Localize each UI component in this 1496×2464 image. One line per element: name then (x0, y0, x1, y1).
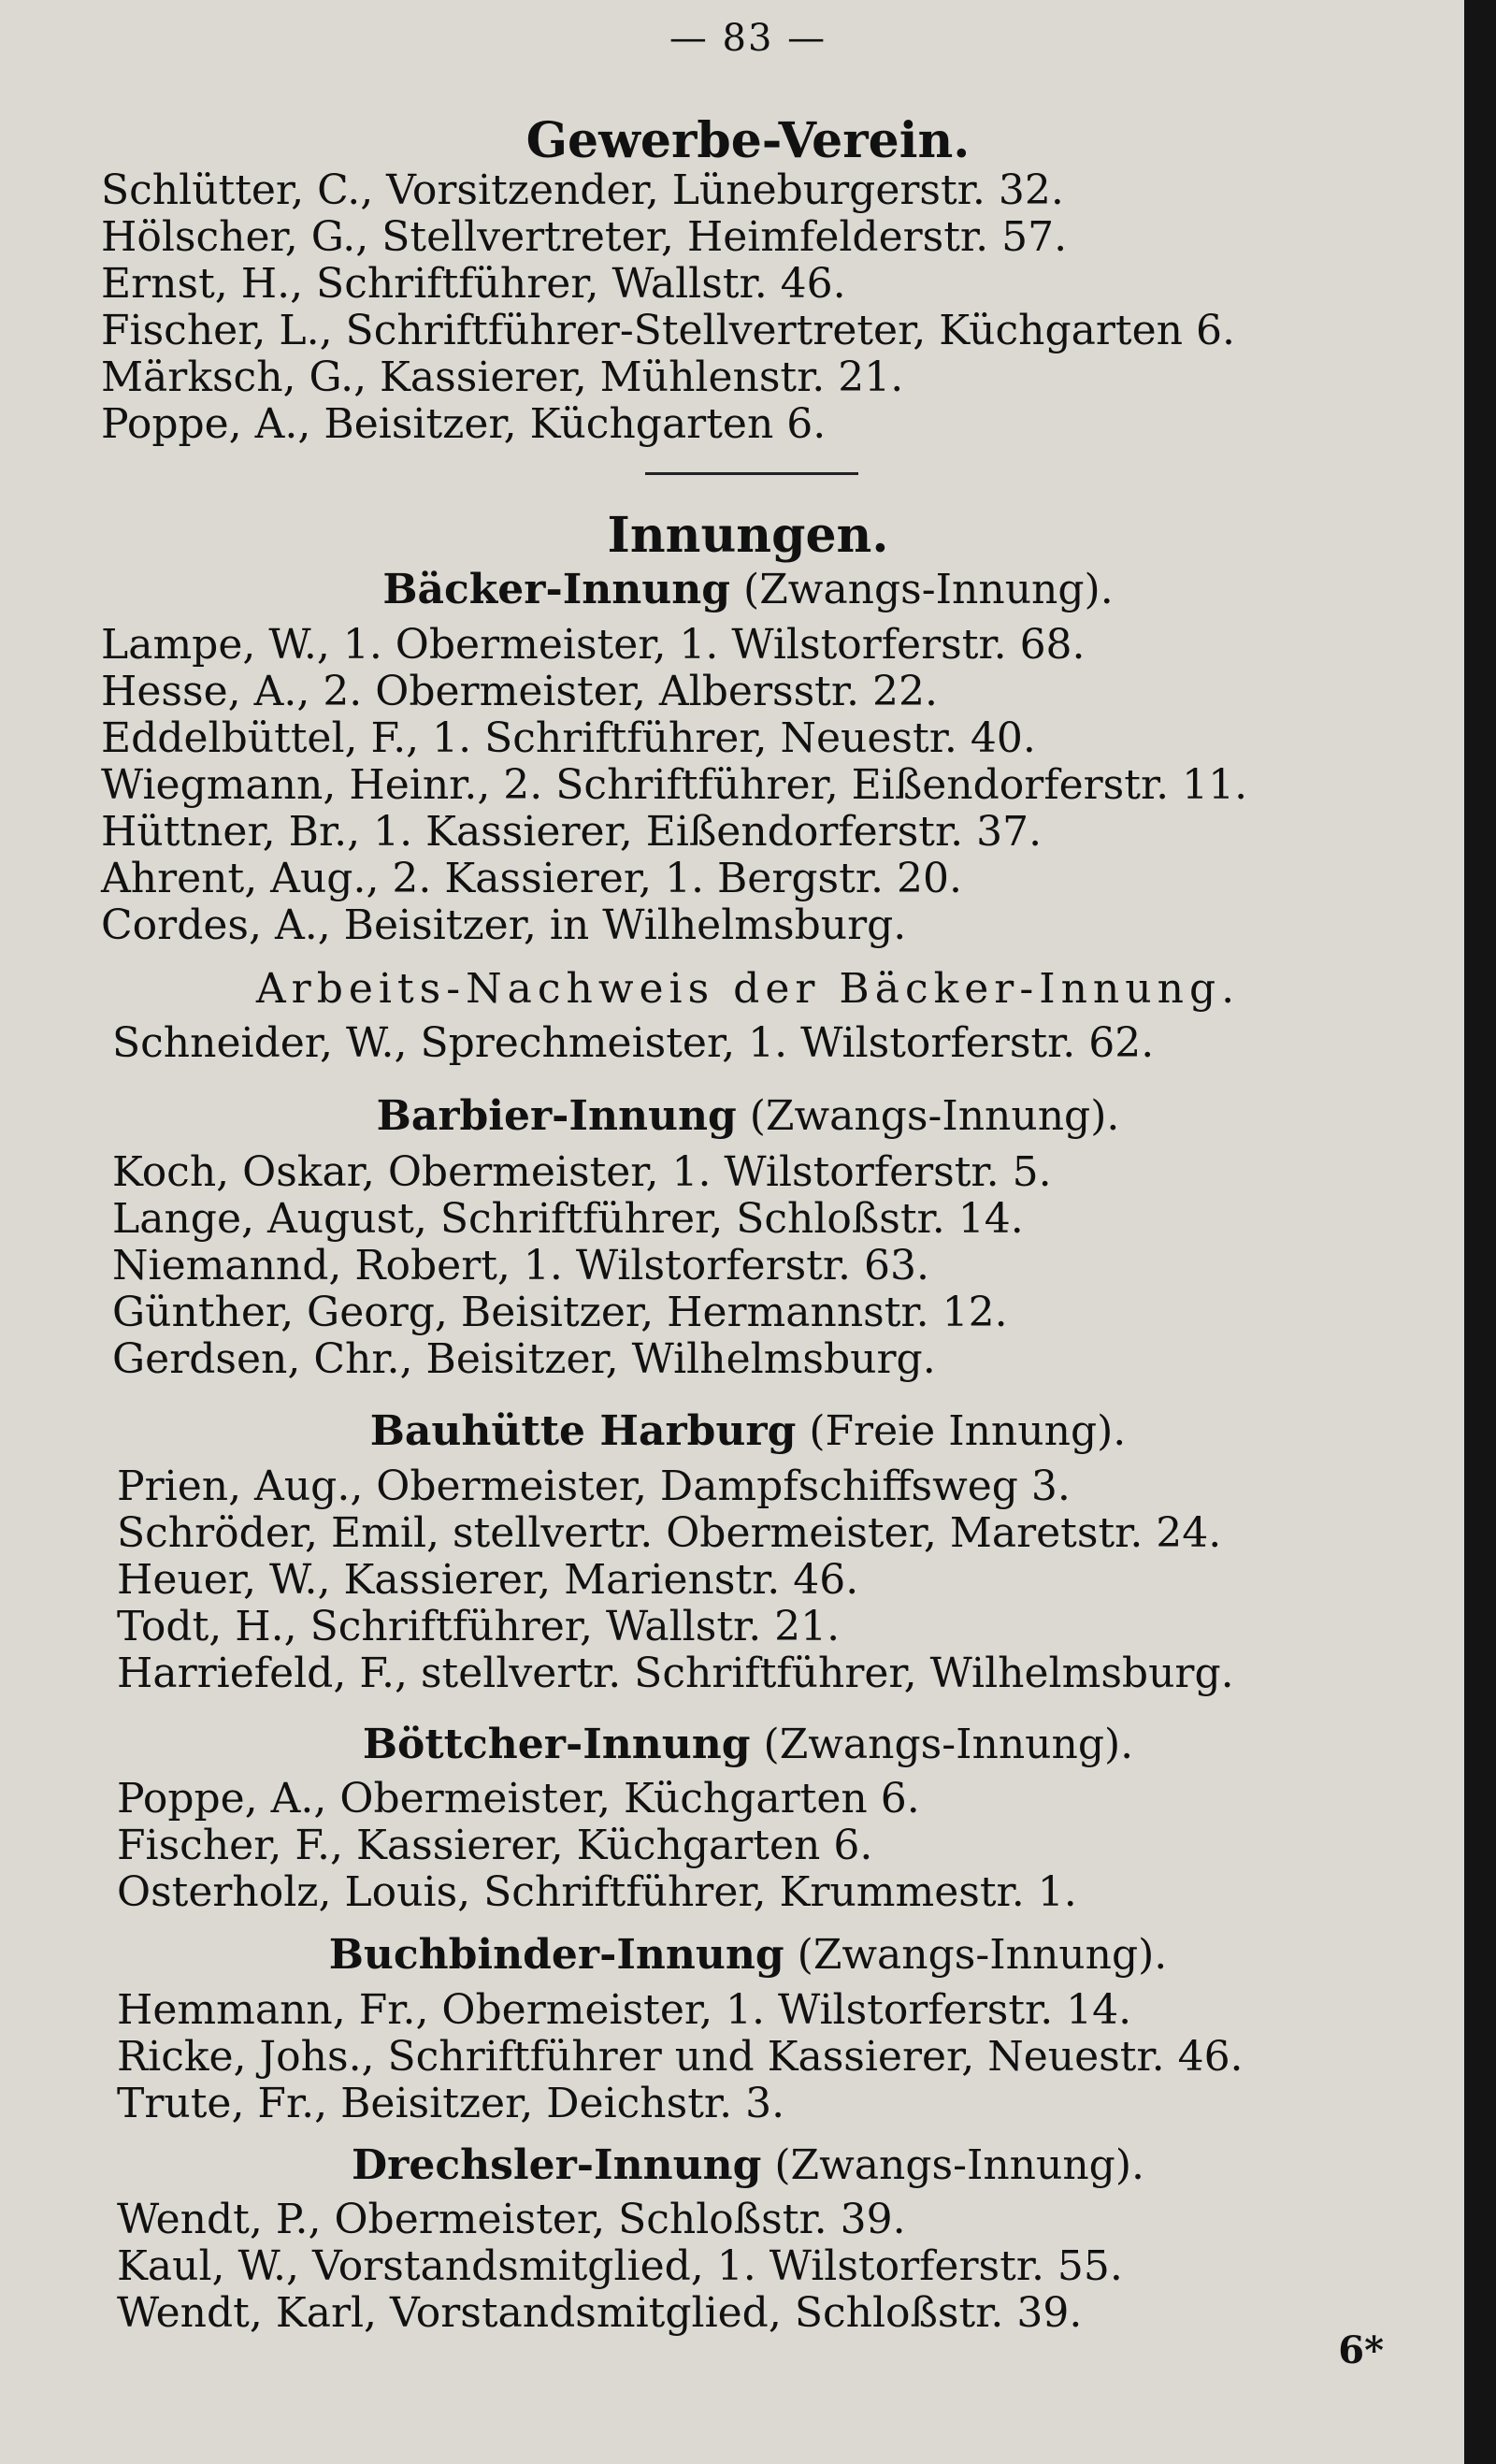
list-item: Ernst, H., Schriftführer, Wallstr. 46. (101, 260, 846, 308)
list-item: Osterholz, Louis, Schriftführer, Krummestr. 1. (117, 1868, 1077, 1916)
list-item: Koch, Oskar, Obermeister, 1. Wilstorferstr. 5. (112, 1148, 1052, 1196)
list-item: Ahrent, Aug., 2. Kassierer, 1. Bergstr. 20. (101, 855, 962, 902)
list-item: Ricke, Johs., Schriftführer und Kassierer, Neuestr. 46. (117, 2033, 1244, 2081)
divider (645, 472, 858, 475)
list-item: Fischer, L., Schriftführer-Stellvertreter, Küchgarten 6. (101, 307, 1235, 354)
list-item: Harriefeld, F., stellvertr. Schriftführer, Wilhelmsburg. (117, 1650, 1234, 1697)
list-item: Hölscher, G., Stellvertreter, Heimfelderstr. 57. (101, 213, 1068, 261)
list-item: Wiegmann, Heinr., 2. Schriftführer, Eißendorferstr. 11. (101, 761, 1248, 809)
list-item: Poppe, A., Beisitzer, Küchgarten 6. (101, 400, 827, 448)
list-item: Schröder, Emil, stellvertr. Obermeister, Maretstr. 24. (117, 1509, 1222, 1557)
guild-name: Bauhütte Harburg (369, 1407, 797, 1455)
page-edge (1464, 0, 1496, 2464)
guild-type: (Zwangs-Innung). (797, 1931, 1168, 1979)
list-item: Cordes, A., Beisitzer, in Wilhelmsburg. (101, 901, 907, 949)
list-item: Prien, Aug., Obermeister, Dampfschiffsweg 3. (117, 1463, 1071, 1510)
list-item: Schlütter, C., Vorsitzender, Lüneburgerstr. 32. (101, 166, 1064, 214)
subheading-arbeitsnachweis: Arbeits-Nachweis der Bäcker-Innung. (255, 965, 1241, 1013)
guild-name: Buchbinder-Innung (328, 1931, 784, 1979)
list-item: Fischer, F., Kassierer, Küchgarten 6. (117, 1822, 873, 1869)
subheading-buchbinder (0, 1931, 1496, 1979)
list-item: Heuer, W., Kassierer, Marienstr. 46. (117, 1556, 859, 1604)
list-item: Schneider, W., Sprechmeister, 1. Wilstorferstr. 62. (112, 1019, 1155, 1067)
list-item: Hesse, A., 2. Obermeister, Albersstr. 22. (101, 668, 938, 715)
guild-type: (Zwangs-Innung). (743, 566, 1114, 613)
guild-type: (Freie Innung). (809, 1407, 1127, 1455)
list-item: Eddelbüttel, F., 1. Schriftführer, Neuestr. 40. (101, 714, 1036, 762)
subheading-barbier (0, 1092, 1496, 1140)
guild-type: (Zwangs-Innung). (749, 1092, 1120, 1140)
subheading-boettcher (0, 1721, 1496, 1768)
list-item: Lampe, W., 1. Obermeister, 1. Wilstorferstr. 68. (101, 621, 1086, 669)
list-item: Kaul, W., Vorstandsmitglied, 1. Wilstorferstr. 55. (117, 2242, 1123, 2290)
guild-name: Barbier-Innung (376, 1092, 737, 1140)
list-item: Hüttner, Br., 1. Kassierer, Eißendorferstr. 37. (101, 808, 1043, 856)
list-item: Niemannd, Robert, 1. Wilstorferstr. 63. (112, 1242, 930, 1290)
section-title-innungen: Innungen. (607, 507, 889, 564)
list-item: Poppe, A., Obermeister, Küchgarten 6. (117, 1775, 920, 1823)
guild-type: (Zwangs-Innung). (763, 1721, 1134, 1768)
list-item: Todt, H., Schriftführer, Wallstr. 21. (117, 1603, 841, 1650)
list-item: Gerdsen, Chr., Beisitzer, Wilhelmsburg. (112, 1335, 936, 1383)
guild-name: Böttcher-Innung (362, 1721, 751, 1768)
subheading-bauhuette (0, 1407, 1496, 1455)
guild-name: Bäcker-Innung (382, 566, 731, 613)
list-item: Märksch, G., Kassierer, Mühlenstr. 21. (101, 353, 904, 401)
list-item: Wendt, P., Obermeister, Schloßstr. 39. (117, 2196, 906, 2243)
list-item: Wendt, Karl, Vorstandsmitglied, Schloßstr. 39. (117, 2289, 1083, 2337)
section-title-gewerbe: Gewerbe-Verein. (525, 112, 971, 169)
signature-mark: 6* (1338, 2328, 1384, 2372)
page-number: — 83 — (669, 17, 827, 60)
guild-name: Drechsler-Innung (352, 2141, 762, 2189)
guild-type: (Zwangs-Innung). (774, 2141, 1144, 2189)
list-item: Hemmann, Fr., Obermeister, 1. Wilstorferstr. 14. (117, 1986, 1132, 2034)
list-item: Günther, Georg, Beisitzer, Hermannstr. 12. (112, 1289, 1008, 1336)
subheading-drechsler (0, 2141, 1496, 2189)
list-item: Lange, August, Schriftführer, Schloßstr. 14. (112, 1195, 1024, 1243)
list-item: Trute, Fr., Beisitzer, Deichstr. 3. (117, 2080, 785, 2127)
subheading-baecker (0, 566, 1496, 613)
